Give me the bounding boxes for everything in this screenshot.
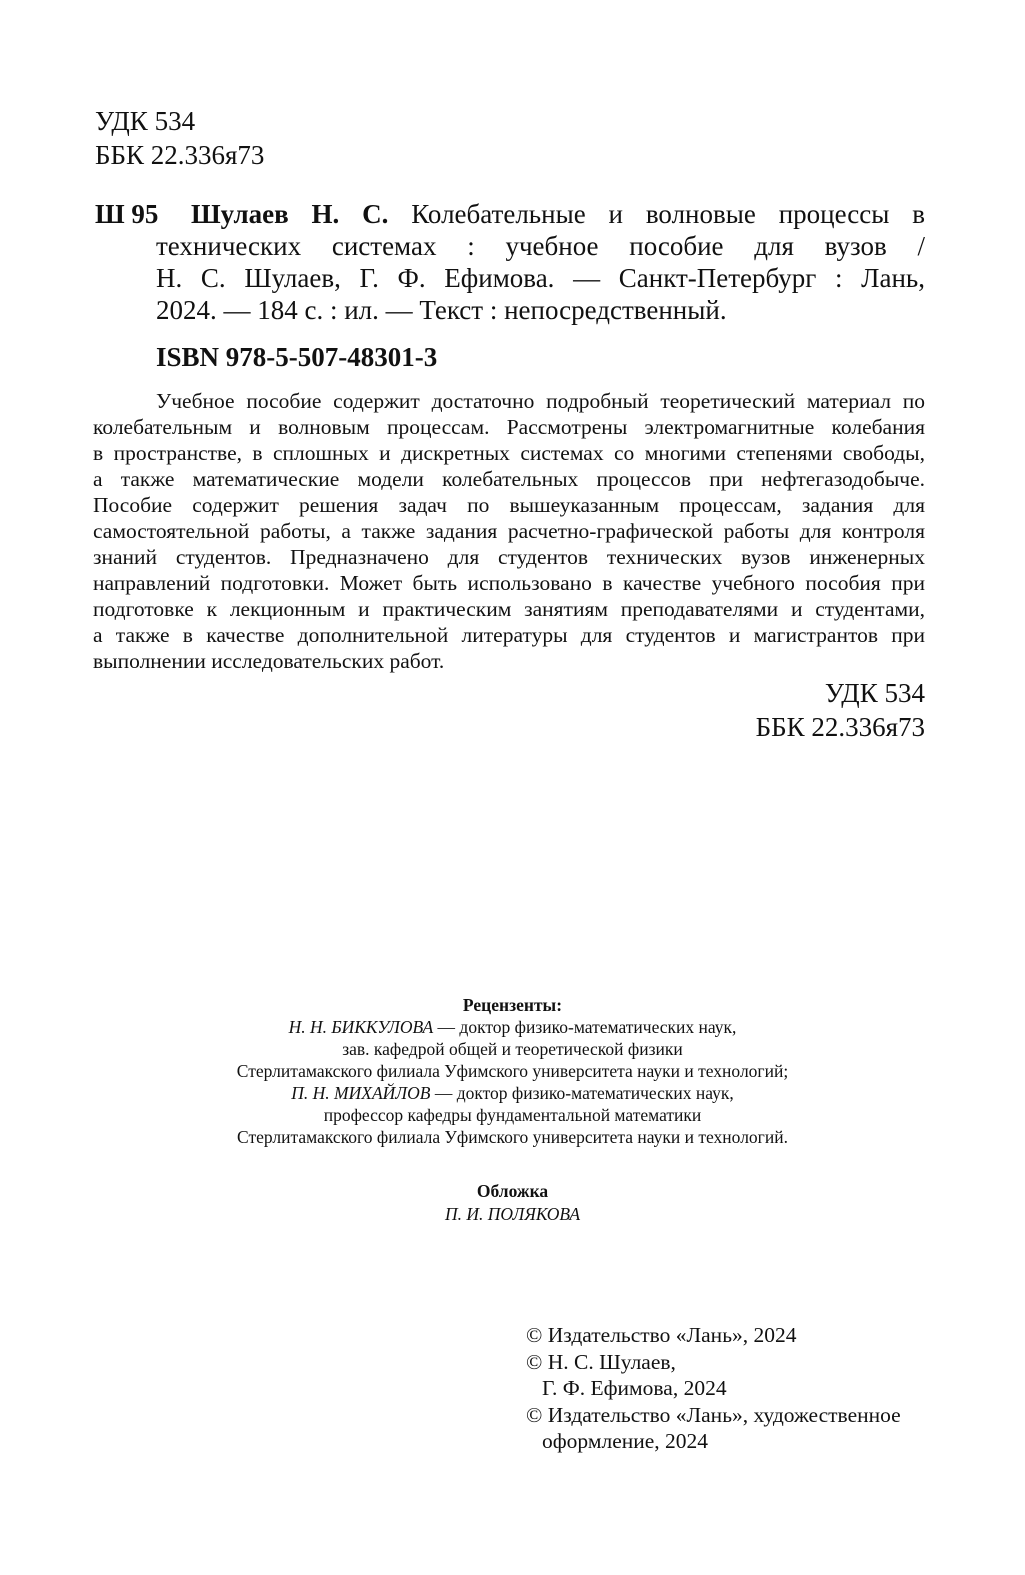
reviewers-heading: Рецензенты: [462, 995, 563, 1015]
annotation-line: Учебное пособие содержит достаточно подробный теоретический материал по [156, 389, 925, 413]
annotation [93, 388, 925, 674]
author-sign: Ш 95 [95, 199, 159, 229]
annotation-line: колебательным и волновым процессам. Рассмотрены электромагнитные колебания [93, 415, 925, 439]
annotation-line: выполнении исследовательских работ. [93, 649, 445, 673]
reviewer-2-line-1 [0, 1082, 1025, 1104]
annotation-line: подготовке к лекционным и практическим занятиям преподавателями и студентами, [93, 597, 925, 621]
udk-code-top: УДК 534 [95, 106, 196, 136]
annotation-line: в пространстве, в сплошных и дискретных системах со многими степенями свободы, [93, 441, 925, 465]
reviewer-1-line-1 [0, 1016, 1025, 1038]
reviewer-1-name: Н. Н. БИККУЛОВА [288, 1017, 434, 1037]
copyright-publisher: © Издательство «Лань», 2024 [526, 1323, 797, 1347]
biblio-line-4: 2024. — 184 с. : ил. — Текст : непосредственный. [156, 295, 727, 325]
reviewer-1-line-3: Стерлитамакского филиала Уфимского университета науки и технологий; [236, 1061, 789, 1081]
reviewer-2-name: П. Н. МИХАЙЛОВ [291, 1083, 431, 1103]
cover-designer: П. И. ПОЛЯКОВА [444, 1204, 581, 1224]
cover-credit [0, 1180, 1025, 1226]
copyright-design: © Издательство «Лань», художественное [526, 1402, 901, 1427]
copyright-authors-cont: Г. Ф. Ефимова, 2024 [542, 1376, 727, 1400]
author-name: Шулаев Н. С. [191, 199, 389, 229]
annotation-line: направлений подготовки. Может быть использовано в качестве учебного пособия при [93, 571, 925, 595]
annotation-line: Пособие содержит решения задач по вышеуказанным процессам, задания для [93, 493, 925, 517]
top-classification-codes [95, 104, 264, 172]
biblio-line-1 [156, 198, 925, 230]
annotation-line: знаний студентов. Предназначено для студентов технических вузов инженерных [93, 545, 925, 569]
isbn: ISBN 978-5-507-48301-3 [156, 342, 438, 372]
reviewer-2-degree: — доктор физико-математических наук, [430, 1083, 734, 1103]
reviewer-1-line-2: зав. кафедрой общей и теоретической физики [342, 1039, 683, 1059]
copyright-authors: © Н. С. Шулаев, [526, 1349, 676, 1374]
bbk-code-bottom: ББК 22.336я73 [755, 712, 925, 742]
cover-heading: Обложка [476, 1181, 549, 1201]
biblio-line-2: технических системах : учебное пособие для вузов / [156, 231, 925, 261]
reviewer-2-line-2: профессор кафедры фундаментальной математики [323, 1105, 702, 1125]
copyright-block [526, 1322, 901, 1455]
annotation-line: самостоятельной работы, а также задания расчетно-графической работы для контроля [93, 519, 925, 543]
annotation-line: а также математические модели колебательных процессов при нефтегазодобыче. [93, 467, 925, 491]
biblio-line-3: Н. С. Шулаев, Г. Ф. Ефимова. — Санкт-Петербург : Лань, [156, 263, 925, 293]
reviewer-1-degree: — доктор физико-математических наук, [433, 1017, 737, 1037]
reviewer-2-line-3: Стерлитамакского филиала Уфимского университета науки и технологий. [237, 1127, 788, 1147]
bbk-code-top: ББК 22.336я73 [95, 140, 265, 170]
annotation-line: а также в качестве дополнительной литературы для студентов и магистрантов при [93, 623, 925, 647]
biblio-title: Колебательные и волновые процессы в [411, 199, 925, 229]
bibliographic-description [156, 198, 925, 326]
reviewers-block [0, 994, 1025, 1148]
copyright-design-cont: оформление, 2024 [542, 1429, 709, 1453]
udk-code-bottom: УДК 534 [824, 678, 925, 708]
bottom-classification-codes [756, 676, 925, 744]
